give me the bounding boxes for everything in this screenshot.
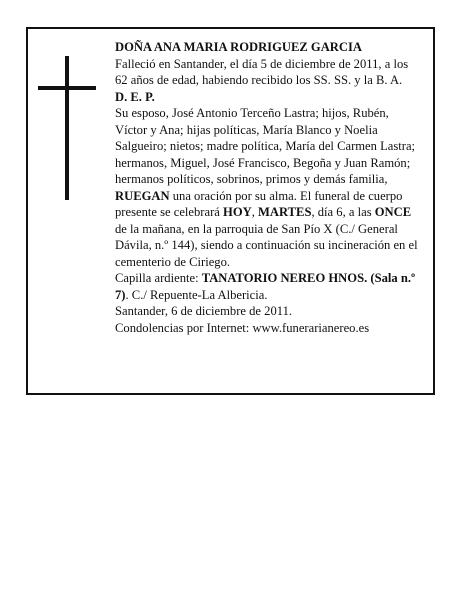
address-text: . C./ Repuente-La Albericia. [125, 287, 268, 302]
obituary-notice [26, 27, 435, 395]
cross-vertical-bar [65, 56, 69, 200]
hoy-text: HOY [223, 205, 252, 219]
sala-text: (Sala n.º 7) [115, 271, 416, 302]
death-statement: Falleció en Santander, el día 5 de diciembre de 2011, a los 62 años de edad, habiendo recibido los SS. SS. y la B. A. [115, 56, 409, 87]
prayer-text-3: de la mañana, en la parroquia de San Pío X (C./ General Dávila, n.º 144), siendo a continuación su incineración en el cementerio de Ciriego. [115, 221, 418, 269]
deceased-name: DOÑA ANA MARIA RODRIGUEZ GARCIA [115, 40, 362, 54]
comma-text: , [251, 205, 259, 219]
once-text: ONCE [374, 205, 412, 219]
tanatorio-name: TANATORIO NEREO HNOS. [201, 271, 368, 285]
date-line: Santander, 6 de diciembre de 2011. [115, 304, 293, 318]
condolences-line: Condolencias por Internet: www.funerarianereo.es [115, 320, 370, 335]
notice-text [115, 39, 423, 336]
prayer-text-1: una oración por su alma. El funeral de cuerpo presente se celebrará [115, 188, 403, 219]
capilla-label: Capilla ardiente: [115, 271, 202, 285]
cross-icon [38, 56, 96, 200]
rip-text: D. E. P. [115, 89, 155, 104]
family-list: Su esposo, José Antonio Terceño Lastra; hijos, Rubén, Víctor y Ana; hijas políticas, María Blanco y Noelia Salgueiro; nietos; madre política, María del Carmen Lastra; hermanos, Miguel, José Francisco, Begoña y Juan Ramón; hermanos políticos, sobrinos, primos y demás familia, [115, 106, 416, 186]
ruegan-text: RUEGAN [115, 188, 170, 203]
prayer-text-2: , día 6, a las [311, 205, 375, 219]
cross-horizontal-bar [38, 86, 96, 90]
martes-text: MARTES [258, 205, 312, 219]
funeral-paragraph [115, 188, 423, 271]
capilla-paragraph [115, 270, 423, 303]
